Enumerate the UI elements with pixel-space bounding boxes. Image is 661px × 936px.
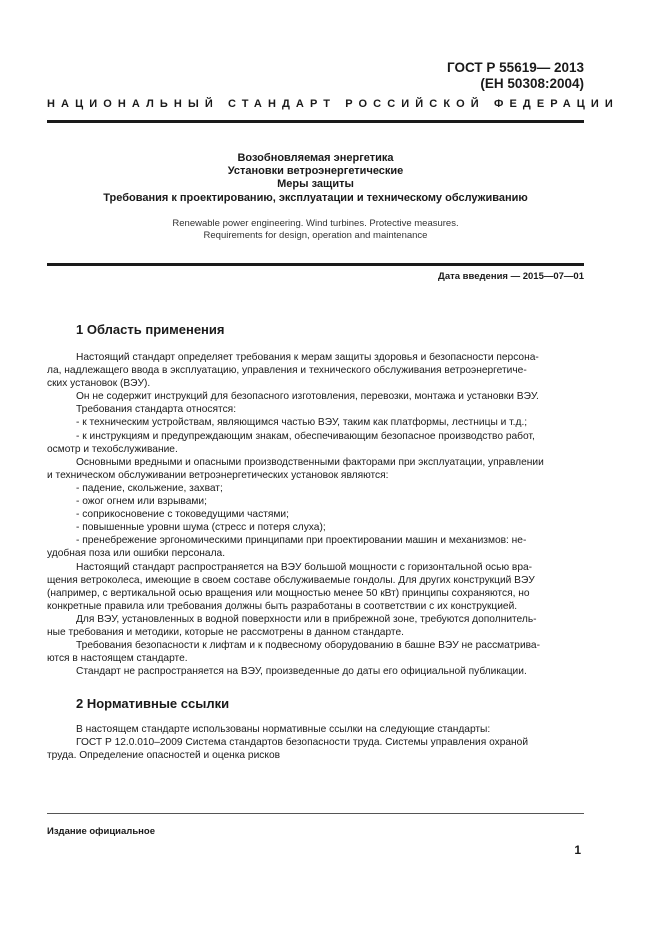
section-2-body [47, 723, 582, 762]
list-item: - повышенные уровни шума (стресс и потеря слуха); [76, 522, 326, 534]
paragraph-line: удобная поза или ошибки персонала. [47, 548, 226, 560]
official-edition-label: Издание официальное [47, 826, 155, 837]
title-rule [47, 263, 584, 266]
list-item: - пренебрежение эргономическими принципами при проектировании машин и механизмов: не- [76, 535, 527, 547]
title-line: Меры защиты [277, 178, 354, 191]
header-rule [47, 120, 584, 123]
national-standard-banner: НАЦИОНАЛЬНЫЙ СТАНДАРТ РОССИЙСКОЙ ФЕДЕРАЦИИ [47, 98, 619, 110]
title-en-line: Requirements for design, operation and maintenance [203, 230, 428, 241]
paragraph-line: Настоящий стандарт определяет требования к мерам защиты здоровья и безопасности персона- [76, 352, 539, 363]
paragraph-line: ные требования и методики, которые не рассмотрены в данном стандарте. [47, 626, 404, 638]
document-title-en [47, 218, 584, 242]
reference-line: труда. Определение опасностей и оценка рисков [47, 750, 281, 762]
page-number: 1 [574, 843, 581, 857]
paragraph-line: ются в настоящем стандарте. [47, 653, 188, 665]
paragraph-line: щения ветроколеса, имеющие в своем составе обслуживаемые гондолы. Для других конструкций ВЭУ [47, 574, 535, 586]
paragraph-line: ла, надлежащего ввода в эксплуатацию, управления и технического обслуживания ветроэнергетиче- [47, 365, 527, 377]
title-line: Установки ветроэнергетические [227, 165, 404, 178]
paragraph-line: и техническом обслуживании ветроэнергетических установок являются: [47, 469, 389, 481]
paragraph-line: Основными вредными и опасными производственными факторами при эксплуатации, управлении [76, 456, 544, 468]
paragraph-line: Для ВЭУ, установленных в водной поверхности или в прибрежной зоне, требуются дополнитель- [76, 613, 537, 625]
section-1-heading: 1 Область применения [76, 322, 225, 337]
paragraph-line: Стандарт не распространяется на ВЭУ, произведенные до даты его официальной публикации. [76, 666, 527, 678]
standard-number: ГОСТ Р 55619— 2013 [447, 60, 584, 75]
paragraph-line: В настоящем стандарте использованы нормативные ссылки на следующие стандарты: [76, 724, 491, 735]
list-item: - к техническим устройствам, являющимся частью ВЭУ, таким как платформы, лестницы и т.д.; [76, 417, 528, 429]
standard-number-block [447, 60, 584, 92]
list-item: - ожог огнем или взрывами; [76, 496, 207, 508]
section-1-body [47, 351, 582, 678]
paragraph-line: Требования безопасности к лифтам и к подвесному оборудованию в башне ВЭУ не рассматрива- [76, 640, 540, 652]
paragraph-line: Он не содержит инструкций для безопасного изготовления, перевозки, монтажа и установки ВЭУ. [76, 391, 539, 403]
en-reference: (ЕН 50308:2004) [480, 76, 584, 91]
title-line: Возобновляемая энергетика [237, 152, 394, 164]
paragraph-line: (например, с вертикальной осью вращения или мощностью менее 50 кВт) принципы сохраняются, но [47, 587, 530, 599]
title-en-line: Renewable power engineering. Wind turbines. Protective measures. [172, 218, 459, 229]
list-item: - падение, скольжение, захват; [76, 482, 223, 494]
paragraph-line: конкретные правила или требования должны быть разработаны в соответствии с их конструкцией. [47, 600, 518, 612]
document-title-ru [47, 152, 584, 205]
list-item: - соприкосновение с токоведущими частями; [76, 509, 289, 521]
reference-line: ГОСТ Р 12.0.010–2009 Система стандартов безопасности труда. Системы управления охраной [76, 737, 529, 749]
list-item: - к инструкциям и предупреждающим знакам, обеспечивающим безопасное производство работ, [76, 430, 535, 442]
footer-rule [47, 813, 584, 814]
paragraph-line: Настоящий стандарт распространяется на ВЭУ большой мощности с горизонтальной осью вра- [76, 561, 533, 573]
paragraph-line: ских установок (ВЭУ). [47, 378, 151, 390]
paragraph-line: Требования стандарта относятся: [76, 404, 237, 416]
paragraph-line: осмотр и техобслуживание. [47, 443, 178, 455]
section-2-heading: 2 Нормативные ссылки [76, 696, 230, 711]
introduction-date: Дата введения — 2015—07—01 [438, 271, 584, 282]
title-line: Требования к проектированию, эксплуатации и техническому обслуживанию [103, 191, 528, 204]
